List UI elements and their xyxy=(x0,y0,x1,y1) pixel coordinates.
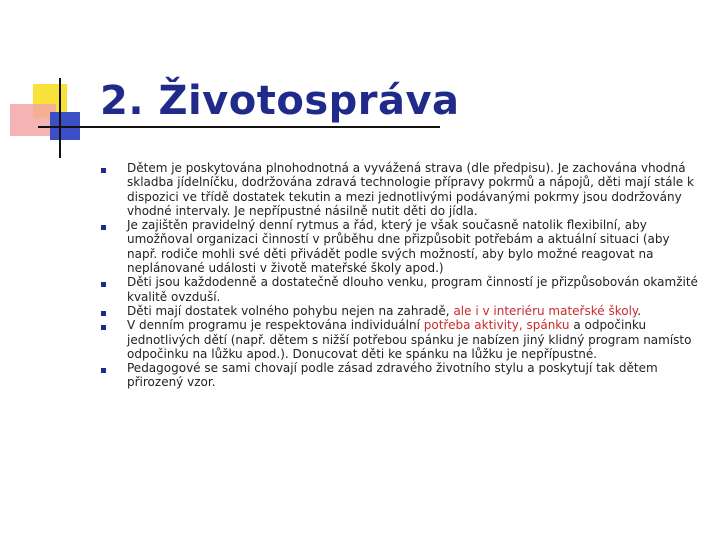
bullet-item-role-model xyxy=(100,361,700,390)
highlighted-text: potřeba aktivity, spánku xyxy=(423,318,570,333)
square-bullet-icon xyxy=(101,325,106,330)
bullet-text: Je zajištěn pravidelný denní rytmus a řád, který je však současně natolik flexibilní, aby umožňoval organizaci činností v průběhu dne přizpůsobit potřebám a aktuální situaci (aby např. rodiče mohli své děti přivádět podle svých možností, aby bylo možné reagovat na neplánované události v životě mateřské školy apod.) xyxy=(127,218,670,276)
square-bullet-icon xyxy=(101,368,106,373)
square-bullet-icon xyxy=(101,311,106,316)
title-underline xyxy=(38,126,440,128)
bullet-text: Dětem je poskytována plnohodnotná a vyvážená strava (dle předpisu). Je zachována vhodná skladba jídelníčku, dodržována zdravá technologie přípravy pokrmů a nápojů, děti mají stále k dispozici ve třídě dostatek tekutin a mezi jednotlivými podávanými pokrmy jsou dodržovány vhodné intervaly. Je nepřípustné násilně nutit děti do jídla. xyxy=(127,161,694,218)
square-bullet-icon xyxy=(101,225,106,230)
bullet-item-outdoors xyxy=(100,275,700,304)
bullet-item-nutrition xyxy=(100,161,700,218)
bullet-item-movement xyxy=(100,304,700,318)
bullet-text-part: . xyxy=(637,303,642,318)
bullet-text: Pedagogové se sami chovají podle zásad zdravého životního stylu a poskytují tak dětem přirozený vzor. xyxy=(127,361,658,390)
highlighted-text: ale i v interiéru mateřské školy xyxy=(453,303,638,318)
decor-vertical-line xyxy=(59,78,61,158)
square-bullet-icon xyxy=(101,282,106,287)
bullet-item-daily-rhythm xyxy=(100,218,700,275)
bullet-list xyxy=(100,161,700,390)
square-bullet-icon xyxy=(101,168,106,173)
bullet-text-part: Děti mají dostatek volného pohybu nejen na zahradě, xyxy=(127,303,454,318)
bullet-text-part: a odpočinku jednotlivých dětí (např. dětem s nižší potřebou spánku je nabízen jiný klidný program namísto odpočinku na lůžku apod.). Donucovat děti ke spánku na lůžku je nepřípustné. xyxy=(127,318,692,361)
bullet-text: Děti jsou každodenně a dostatečně dlouho venku, program činností je přizpůsobován okamžité kvalitě ovzduší. xyxy=(127,275,698,304)
bullet-text-part: V denním programu je respektována individuální xyxy=(127,318,424,333)
bullet-item-rest xyxy=(100,318,700,361)
slide-title: 2. Životospráva xyxy=(100,78,460,124)
